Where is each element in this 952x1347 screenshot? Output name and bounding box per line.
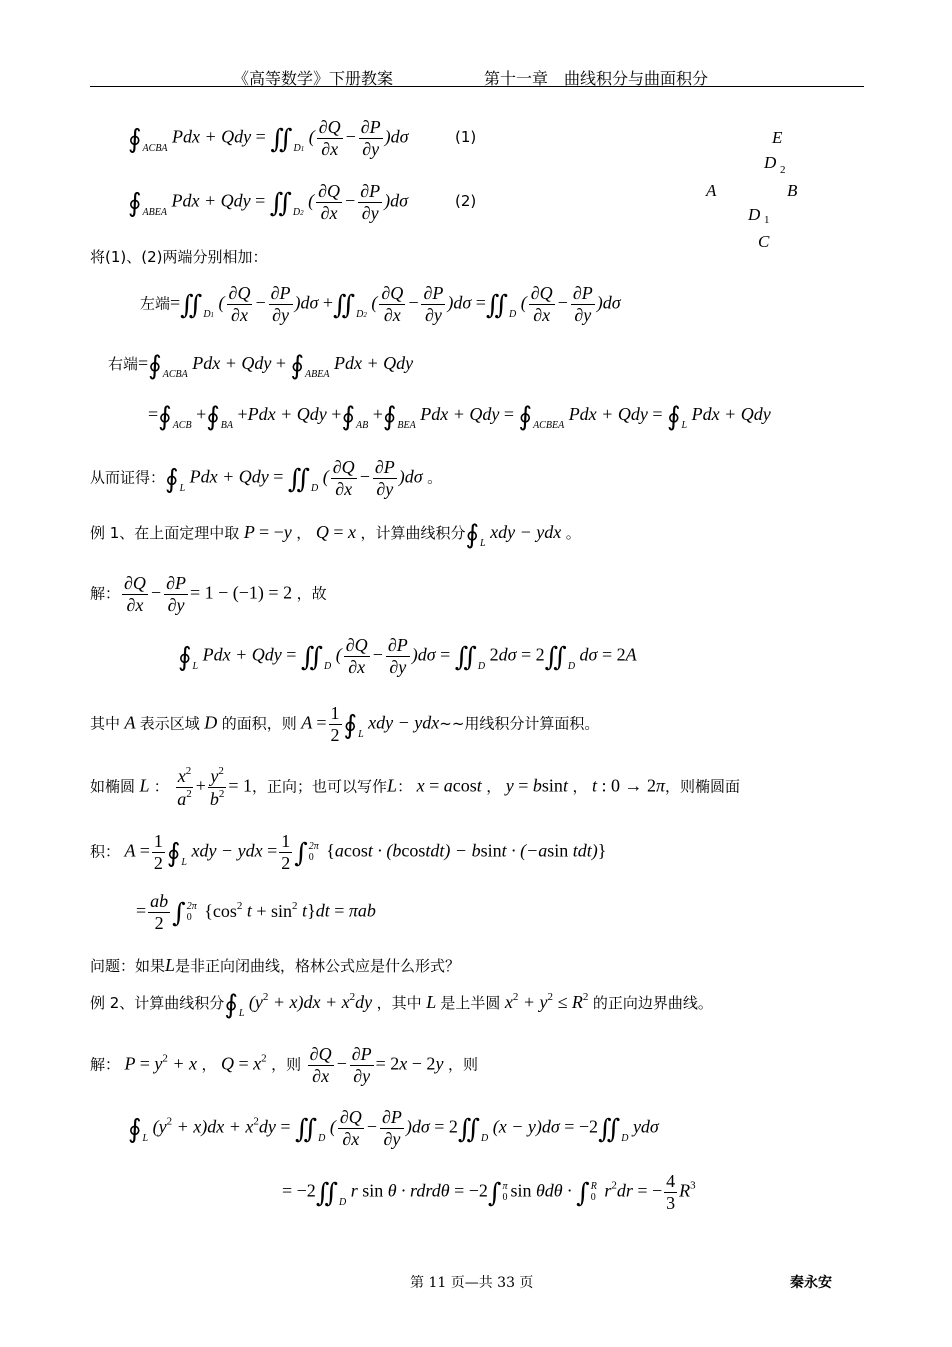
area-line: 其中 A 表示区域 D 的面积，则 A = $\frac{1}{2}$ $∮_L$ xdy − ydx~~用线积分计算面积。: [90, 703, 600, 745]
equation-tag-1: (1): [455, 128, 477, 146]
equation-2: $∮_{ABEA}$ Pdx + Qdy = $∬_{D2}$ ( $\frac{\partial Q}{\partial x}$ − $\frac{\partial P}{\partial y}$ )dσ: [128, 181, 408, 223]
footer-page-number: 第 11 页—共 33 页: [410, 1275, 534, 1291]
add-line: 将(1)、(2)两端分别相加：: [90, 248, 268, 266]
right-end-equation: 右端$=∮_{ACBA}$ Pdx + Qdy + $∮_{ABEA}$ Pdx + Qdy: [108, 351, 414, 381]
header-rule: [90, 86, 864, 87]
ellipse-area-1: 积： A = $\frac{1}{2}$ $∮_L$ xdy − ydx = $\frac{1}{2}$ ∫ 2π 0 {acost · (bcostdt) − bsint · (−asin tdt)}: [90, 831, 607, 873]
footer-author: 秦永安: [790, 1275, 832, 1291]
diagram-label-d2: D: [764, 153, 777, 172]
diagram-label-e: E: [772, 128, 783, 147]
right-end-label: 右端: [108, 355, 139, 373]
left-end-label: 左端: [140, 294, 171, 313]
solution-2-result: = $-2∬_D$ r sin θ · rdrdθ = −2∫ π 0 sin θdθ · ∫ R 0 $r^2dr$ = − $\frac{4}{3}$ $R^3$: [282, 1171, 696, 1213]
question-line: 问题：如果L是非正向闭曲线，格林公式应是什么形式？: [90, 955, 461, 975]
diagram-label-c: C: [758, 232, 770, 251]
diagram-label-d1: D: [748, 205, 761, 224]
solution-2: 解： $P = y^2 + x$ ， $Q = x^2$ ，则 $\frac{\partial Q}{\partial x}$ − $\frac{\partial P}{\partial y}$ = 2x − 2y ，则: [90, 1044, 478, 1086]
example-1: 例 1、在上面定理中取 P = −y ， Q = x ，计算曲线积分$∮_L$ xdy − ydx 。: [90, 520, 581, 550]
example-2: 例 2、计算曲线积分$∮_L$ $(y^2 + x)dx + x^2dy$ ，其中 L 是上半圆 $x^2 + y^2 \le R^2$ 的正向边界曲线。: [90, 990, 713, 1020]
left-end-equation: 左端$=∬_{D1}$ ( $\frac{\partial Q}{\partial x}$ − $\frac{\partial P}{\partial y}$ )$d\sigma +∬_{D2}$ ( $\frac{\partial Q}{\partial x}$ − $\frac{\partial P}{\partial y}$ )$d\sigma =∬_D$ ( $\frac{\partial Q}{\partial x}$ − $\frac{\partial P}{\partial y}$ )dσ: [140, 283, 621, 325]
ellipse-area-2: = $\frac{ab}{2}$ ∫ 2π 0 {$\cos^2$ $t + \sin^2 t\}dt = \pi ab$: [136, 891, 376, 933]
right-end-expansion: $=∮_{ACB}$ $+∮_{BA} +Pdx$ + Qdy $+∮_{AB}$ $+∮_{BEA}$ Pdx + Qdy = $∮_{ACBEA}$ Pdx + Qdy = $∮_L$ Pdx + Qdy: [148, 402, 771, 432]
diagram-label-d2-sub: 2: [780, 164, 786, 176]
solution-1-integral: $∮_L$ Pdx + Qdy = $∬_D$ ( $\frac{\partial Q}{\partial x}$ − $\frac{\partial P}{\partial y}$ )$d\sigma = ∬_D$ $2d\sigma = 2∬_D$ dσ = 2A: [178, 635, 637, 677]
equation-tag-2: (2): [455, 192, 477, 210]
diagram-label-b: B: [787, 181, 798, 200]
header-left: 《高等数学》下册教案: [233, 69, 394, 88]
header-right: 第十一章 曲线积分与曲面积分: [484, 69, 709, 88]
diagram-label-a: A: [706, 181, 717, 200]
solution-2-integral: $∮_L$ $(y^2 + x)dx + x^2dy$ = $∬_D$ ( $\frac{\partial Q}{\partial x}$ − $\frac{\partial P}{\partial y}$ )$d\sigma = 2∬_D$ $(x - y)d\sigma = -2∬_D$ ydσ: [128, 1107, 659, 1149]
solution-1: 解： $\frac{\partial Q}{\partial x}$ − $\frac{\partial P}{\partial y}$ = 1 − (−1) = 2 ，故: [90, 573, 327, 615]
equation-1: $∮_{ACBA}$ Pdx + Qdy = $∬_{D1}$ ( $\frac{\partial Q}{\partial x}$ − $\frac{\partial P}{\partial y}$ )dσ: [128, 117, 409, 159]
diagram-label-d1-sub: 1: [764, 214, 770, 226]
ellipse-line: 如椭圆 L ： $\frac{x^2}{a^2}$ + $\frac{y^2}{b^2}$ = 1，正向；也可以写作L： x = acost ， y = bsint ， t : 0 → 2π，则椭圆面: [90, 765, 741, 809]
proved-line: 从而证得：$∮_L$ Pdx + Qdy = $∬_D$ ( $\frac{\partial Q}{\partial x}$ − $\frac{\partial P}{\partial y}$ )dσ 。: [90, 457, 443, 499]
